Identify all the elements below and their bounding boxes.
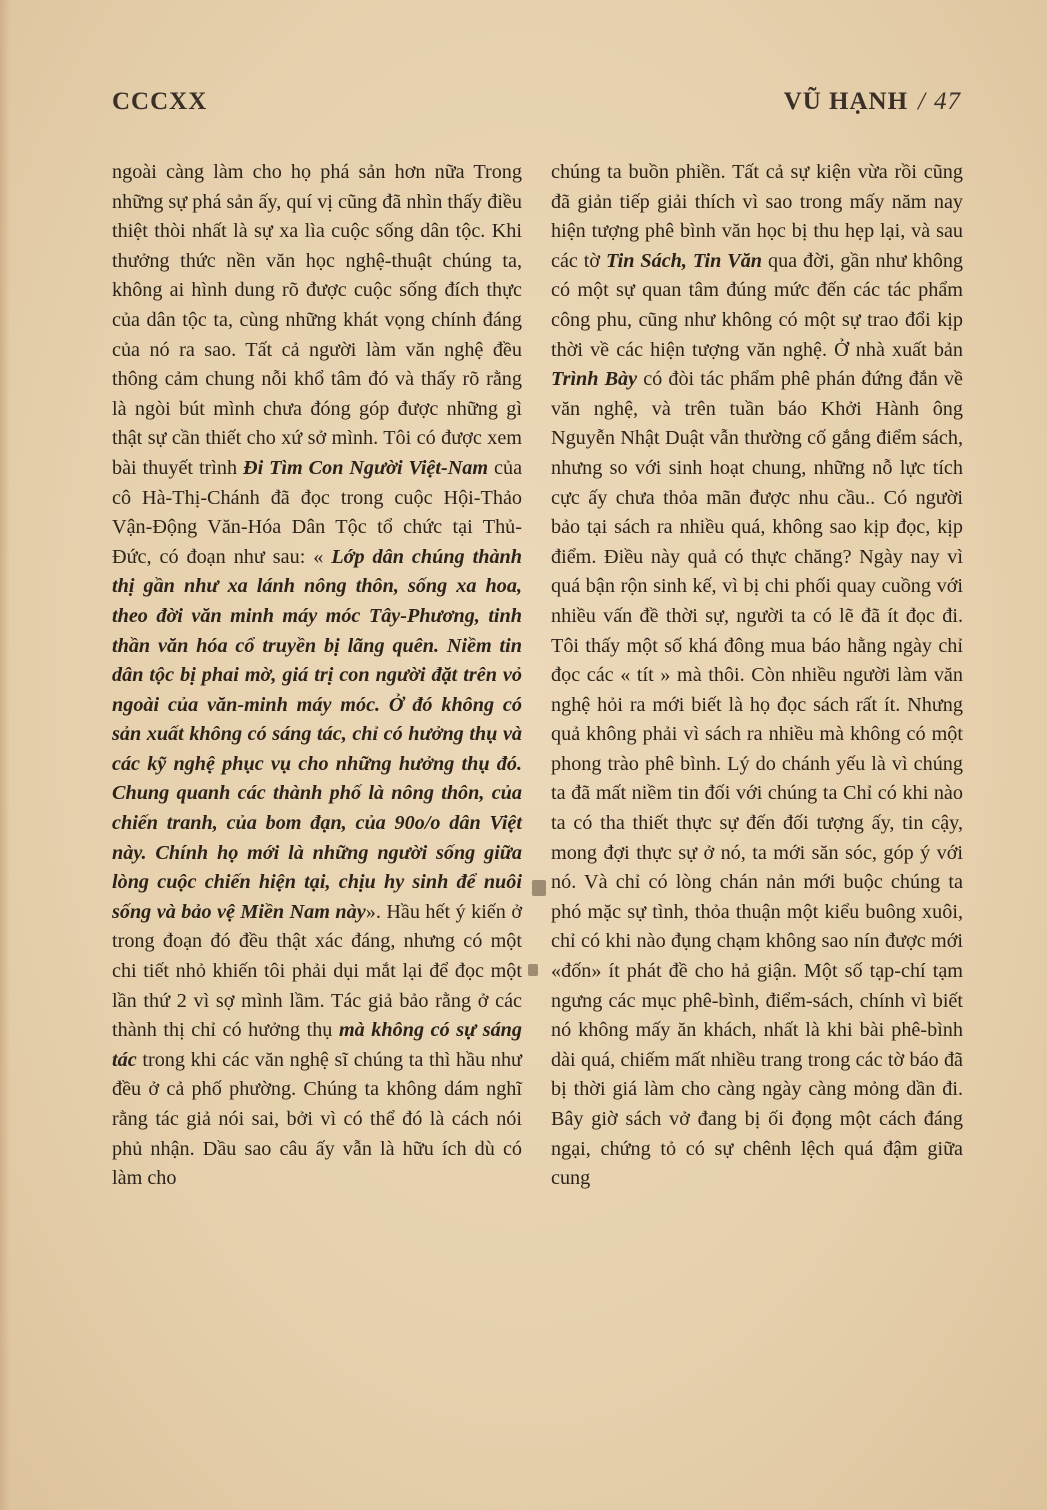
ink-blot-mark bbox=[532, 880, 546, 896]
italic-title: Đi Tìm Con Người Việt-Nam bbox=[243, 456, 489, 479]
text-run: chúng ta buồn phiền. Tất cả sự kiện vừa rồi cũng đã giản tiếp giải thích vì sao trong mấy năm nay hiện tượng phê bình văn học bị thu hẹp lại, và sau các tờ bbox=[551, 161, 963, 272]
right-paragraph bbox=[551, 158, 963, 1194]
left-paragraph bbox=[112, 158, 522, 1194]
text-run: trong khi các văn nghệ sĩ chúng ta thì hầu như đều ở cả phố phường. Chúng ta không dám nghĩ rằng tác giả nói sai, bởi vì có thể đó là cách nói phủ nhận. Dầu sao câu ấy vẫn là hữu ích dù có làm cho bbox=[112, 1048, 522, 1190]
ink-blot-mark bbox=[528, 964, 538, 976]
text-run: ». Hầu hết ý kiến ở trong đoạn đó đều thật xác đáng, nhưng có một chi tiết nhỏ khiến tôi phải dụi mắt lại để đọc một lần thứ 2 vì sợ mình lầm. Tác giả bảo rằng ở các thành thị chỉ có hưởng thụ bbox=[112, 900, 522, 1042]
left-column bbox=[112, 158, 522, 1194]
header-right bbox=[784, 88, 961, 116]
text-run: qua đời, gần như không có một sự quan tâm đúng mức đến các tác phẩm công phu, cũng như không có một sự trao đổi kịp thời về các hiện tượng văn nghệ. Ở nhà xuất bản bbox=[551, 249, 964, 361]
page-number: 47 bbox=[934, 88, 961, 115]
italic-phrase: mà không có sự sáng tác bbox=[112, 1019, 523, 1071]
running-header bbox=[112, 88, 961, 128]
author-name: VŨ HẠNH bbox=[783, 88, 909, 115]
italic-publisher: Trình Bày bbox=[551, 368, 638, 391]
page-edge-shadow bbox=[0, 0, 10, 1510]
right-column bbox=[551, 158, 963, 1194]
text-run: ngoài càng làm cho họ phá sản hơn nữa Trong những sự phá sản ấy, quí vị cũng đã nhìn thấy điều thiệt thòi nhất là sự xa lìa cuộc sống dân tộc. Khi thưởng thức nền văn học nghệ-thuật chúng ta, không ai hình dung rõ được cuộc sống đích thực của dân tộc ta, cùng những khát vọng chính đáng của nó ra sao. Tất cả người làm văn nghệ đều thông cảm chung nỗi khổ tâm đó và thấy rõ rằng là ngòi bút mình chưa đóng góp được những gì thật sự cần thiết cho xứ sở mình. Tôi có được xem bài thuyết trình bbox=[112, 161, 522, 479]
issue-number: CCCXX bbox=[112, 88, 208, 115]
quoted-passage: Lớp dân chúng thành thị gần như xa lánh nông thôn, sống xa hoa, theo đời văn minh máy móc Tây-Phương, tinh thần văn hóa cổ truyền bị lãng quên. Niềm tin dân tộc bị phai mờ, giá trị con người đặt trên vỏ ngoài của văn-minh máy móc. Ở đó không có sản xuất không có sáng tác, chỉ có hưởng thụ và các kỹ nghệ phục vụ cho những hưởng thụ đó. Chung quanh các thành phố là nông thôn, của chiến tranh, của bom đạn, của 90o/o dân Việt này. Chính họ mới là những người sống giữa lòng cuộc chiến hiện tại, chịu hy sinh để nuôi sống và bảo vệ Miền Nam này bbox=[112, 545, 522, 923]
header-separator: / bbox=[918, 88, 926, 115]
text-run: có đòi tác phẩm phê phán đứng đắn về văn nghệ, và trên tuần báo Khởi Hành ông Nguyễn Nhật Duật vẫn thường cố gắng điểm sách, nhưng so với sinh hoạt chung, những nỗ lực tích cực ấy chưa thỏa mãn được nhu cầu.. Có người bảo tại sách ra nhiều quá, không sao kịp đọc, kịp điểm. Điều này quả có thực chăng? Ngày nay vì quá bận rộn sinh kế, vì bị chi phối quay cuồng với nhiều vấn đề thời sự, người ta có lẽ đã ít đọc đi. Tôi thấy một số khá đông mua báo hằng ngày chỉ đọc các « tít » mà thôi. Còn nhiều người làm văn nghệ hỏi ra mới biết là họ đọc sách rất ít. Nhưng quả không phải vì sách ra nhiều mà không có một phong trào phê bình. Lý do chánh yếu là vì chúng ta đã mất niềm tin đối với chúng ta Chỉ có khi nào ta có tha thiết thực sự đến đối tượng ấy, tin cậy, mong đợi thực sự ở nó, ta mới săn sóc, góp ý với nó. Và chỉ có lòng chán nản mới buộc chúng ta phó mặc sự tình, thỏa thuận một kiểu buông xuôi, chỉ có khi nào đụng chạm không sao nín được mới «đốn» ít phát đề cho hả giận. Một số tạp-chí tạm ngưng các mục phê-bình, điểm-sách, chính vì biết nó không mấy ăn khách, nhất là khi bài phê-bình dài quá, chiếm mất nhiều trang trong các tờ báo đã bị thời giá làm cho càng ngày càng mỏng dần đi. Bây giờ sách vở đang bị ối đọng một cách đáng ngại, chứng tỏ có sự chênh lệch quá đậm giữa cung bbox=[551, 368, 963, 1190]
italic-title: Tin Sách, Tin Văn bbox=[606, 249, 763, 272]
text-run: của cô Hà-Thị-Chánh đã đọc trong cuộc Hội-Thảo Vận-Động Văn-Hóa Dân Tộc tổ chức tại Thủ-Đức, có đoạn như sau: « bbox=[112, 456, 523, 568]
